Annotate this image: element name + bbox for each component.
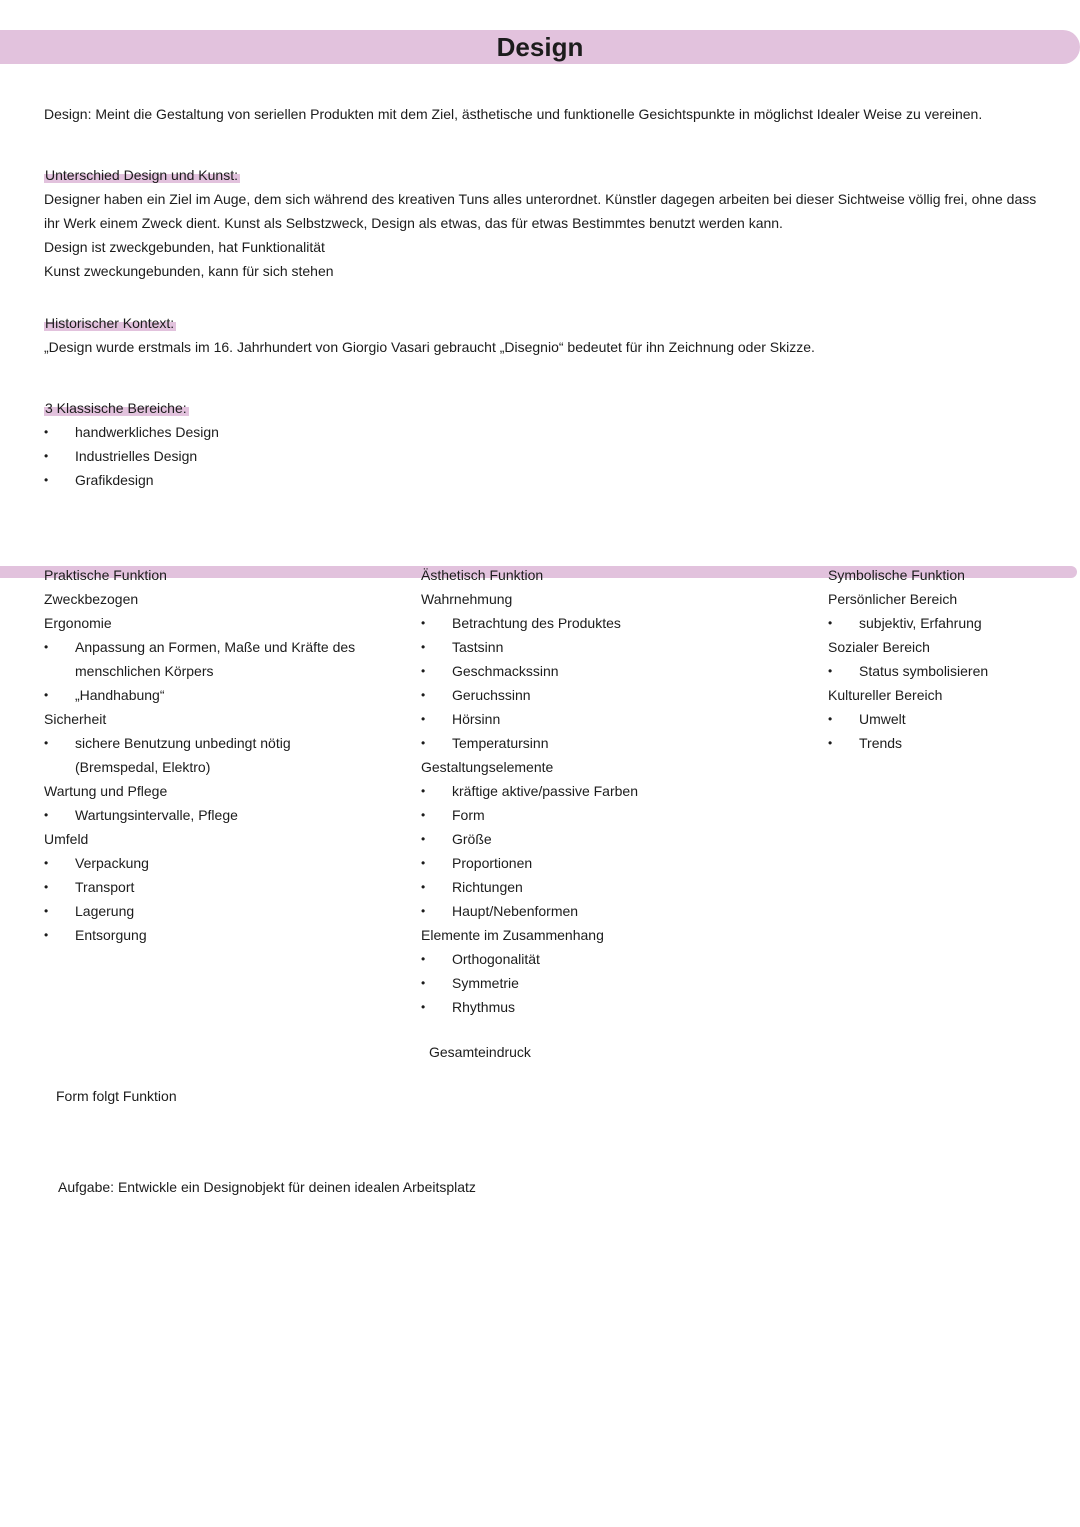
practical-purpose: Zweckbezogen: [44, 591, 139, 607]
history-heading: Historischer Kontext:: [45, 315, 175, 331]
history-text: „Design wurde erstmals im 16. Jahrhundert von Giorgio Vasari gebraucht „Disegnio“ bedeutet für ihn Zeichnung oder Skizze.: [44, 339, 815, 355]
list-item: • Tastsinn: [421, 635, 742, 659]
list-item: • Proportionen: [421, 851, 742, 875]
list-item: • Temperatursinn: [421, 731, 742, 755]
personal-label: Persönlicher Bereich: [828, 591, 958, 607]
difference-design-line: Design ist zweckgebunden, hat Funktionalität: [44, 239, 325, 255]
list-item: • Form: [421, 803, 742, 827]
difference-art-line: Kunst zweckungebunden, kann für sich stehen: [44, 263, 334, 279]
list-item: • „Handhabung“: [44, 683, 365, 707]
difference-section: [44, 163, 1044, 283]
list-item: • sichere Benutzung unbedingt nötig (Bremspedal, Elektro): [44, 731, 305, 779]
list-item: • Status symbolisieren: [828, 659, 1059, 683]
list-item: • Geschmackssinn: [421, 659, 742, 683]
safety-label: Sicherheit: [44, 711, 107, 727]
environment-label: Umfeld: [44, 831, 89, 847]
aesthetic-heading: Ästhetisch Funktion: [421, 567, 544, 583]
difference-heading: Unterschied Design und Kunst:: [45, 167, 238, 183]
list-item: • kräftige aktive/passive Farben: [421, 779, 742, 803]
list-item: • Anpassung an Formen, Maße und Kräfte des menschlichen Körpers: [44, 635, 365, 683]
list-item: • Orthogonalität: [421, 947, 742, 971]
design-definition: Design: Meint die Gestaltung von seriellen Produkten mit dem Ziel, ästhetische und funktionelle Gesichtspunkte in möglichst Idealer Weise zu vereinen.: [44, 106, 983, 122]
list-item: • handwerkliches Design: [44, 420, 1044, 444]
list-item: • Lagerung: [44, 899, 365, 923]
design-elements-label: Gestaltungselemente: [421, 759, 554, 775]
list-item: • Rhythmus: [421, 995, 742, 1019]
list-item: • Größe: [421, 827, 742, 851]
list-item: • Symmetrie: [421, 971, 742, 995]
maintenance-label: Wartung und Pflege: [44, 783, 168, 799]
symbolic-heading: Symbolische Funktion: [828, 567, 965, 583]
list-item: • Hörsinn: [421, 707, 742, 731]
practical-heading: Praktische Funktion: [44, 567, 167, 583]
areas-heading: 3 Klassische Bereiche:: [45, 400, 187, 416]
areas-list: [44, 420, 1044, 492]
context-elements-label: Elemente im Zusammenhang: [421, 927, 604, 943]
social-label: Sozialer Bereich: [828, 639, 930, 655]
motto: Form folgt Funktion: [56, 1088, 177, 1104]
list-item: • Haupt/Nebenformen: [421, 899, 742, 923]
aesthetic-function-column: [421, 563, 781, 1019]
task: Aufgabe: Entwickle ein Designobjekt für deinen idealen Arbeitsplatz: [58, 1179, 476, 1195]
list-item: • Transport: [44, 875, 365, 899]
list-item: • Betrachtung des Produktes: [421, 611, 742, 635]
list-item: • Geruchssinn: [421, 683, 742, 707]
list-item: • Grafikdesign: [44, 468, 1044, 492]
list-item: • subjektiv, Erfahrung: [828, 611, 1059, 635]
difference-text: Designer haben ein Ziel im Auge, dem sich während des kreativen Tuns alles unterordnet. Künstler dagegen arbeiten bei dieser Sichtweise völlig frei, ohne dass ihr Werk einem Zweck dient. Kunst als Selbstzweck, Design als etwas, das für etwas Bestimmtes benutzt werden kann.: [44, 191, 1037, 231]
areas-section: [44, 396, 1044, 492]
overall-impression: Gesamteindruck: [429, 1044, 531, 1060]
cultural-label: Kultureller Bereich: [828, 687, 943, 703]
page-title: Design: [496, 32, 584, 62]
ergonomics-label: Ergonomie: [44, 615, 112, 631]
practical-function-column: [44, 563, 384, 947]
list-item: • Wartungsintervalle, Pflege: [44, 803, 365, 827]
history-section: [44, 311, 1044, 359]
list-item: • Trends: [828, 731, 1059, 755]
list-item: • Industrielles Design: [44, 444, 1044, 468]
list-item: • Entsorgung: [44, 923, 365, 947]
list-item: • Richtungen: [421, 875, 742, 899]
list-item: • Umwelt: [828, 707, 1059, 731]
perception-label: Wahrnehmung: [421, 591, 513, 607]
symbolic-function-column: [828, 563, 1068, 755]
list-item: • Verpackung: [44, 851, 365, 875]
